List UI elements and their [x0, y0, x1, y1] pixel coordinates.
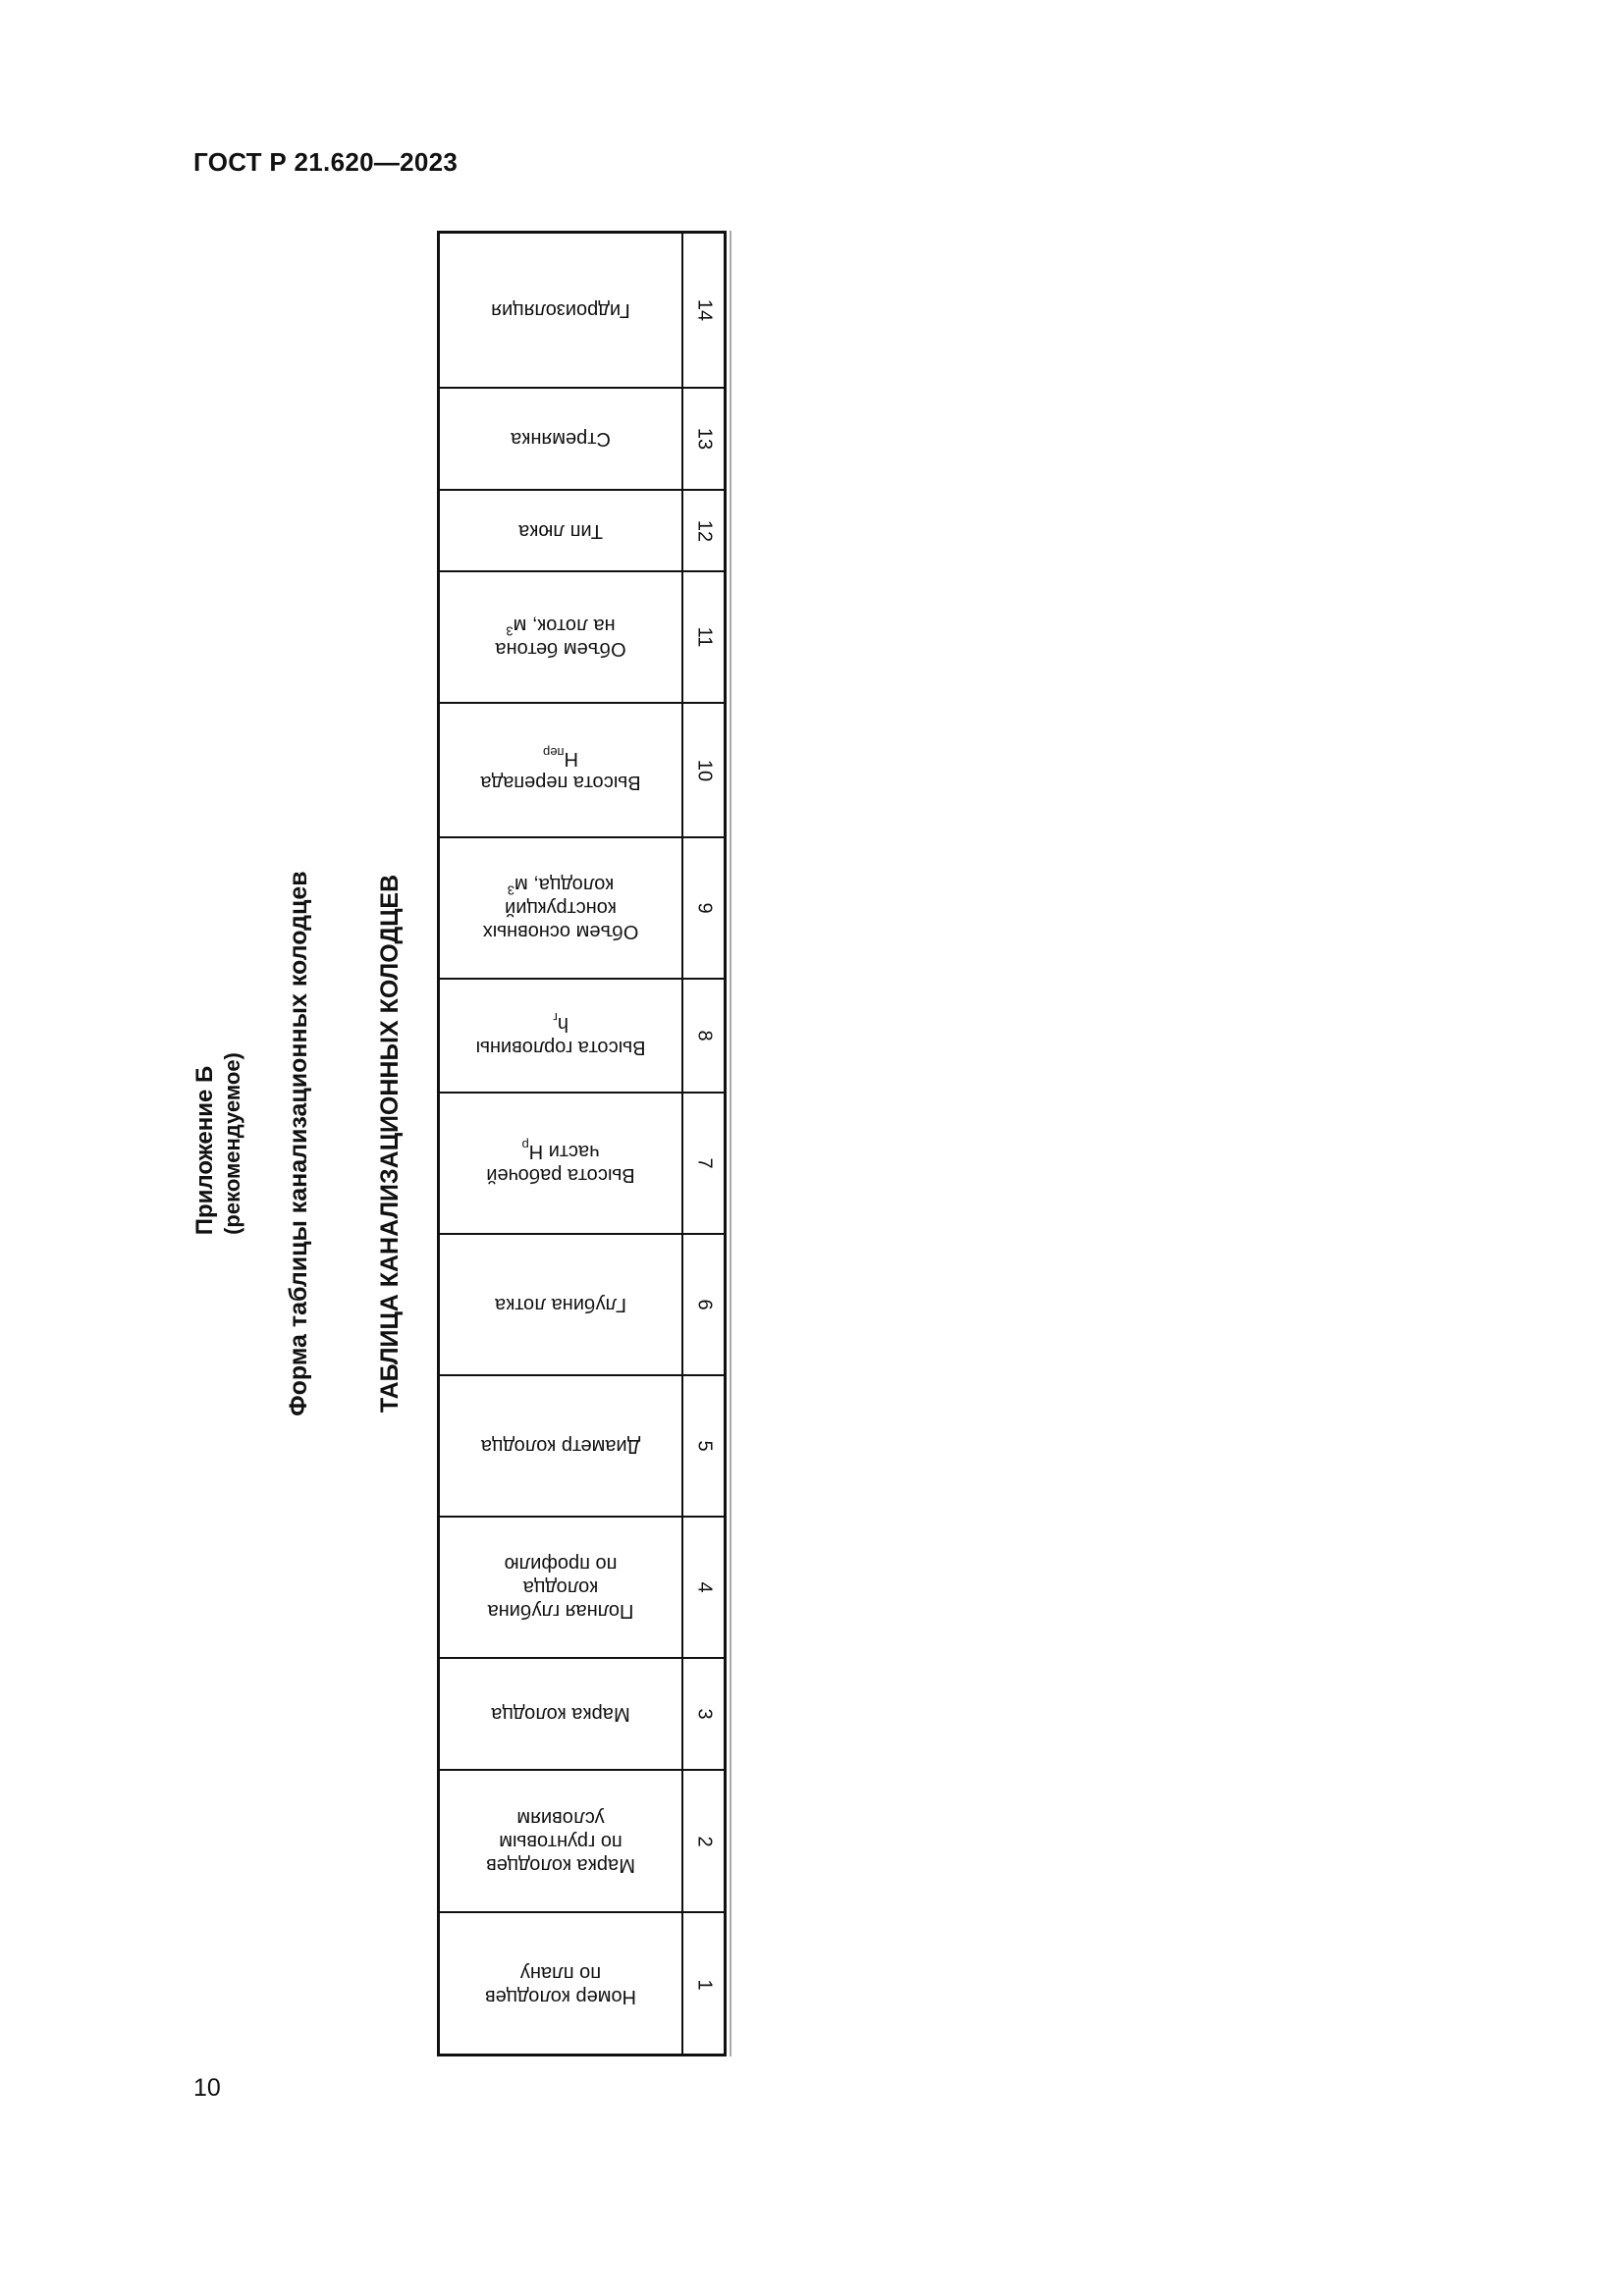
column-header-text	[443, 744, 678, 794]
column-header-line: Номер колодцев	[485, 1986, 637, 2007]
column-header-cell	[440, 389, 683, 489]
column-header-cell	[440, 491, 683, 570]
column-header-cell	[440, 572, 683, 702]
column-number: 14	[693, 298, 715, 322]
column-number-cell	[683, 389, 724, 489]
column-number-cell	[683, 838, 724, 978]
table-column	[440, 838, 724, 980]
column-header-cell	[440, 1376, 683, 1516]
table-column	[440, 980, 724, 1094]
column-header-line: Объем бетона	[495, 638, 626, 660]
column-number-cell	[683, 1771, 724, 1911]
column-header-text	[443, 519, 678, 543]
column-number: 6	[693, 1299, 715, 1310]
column-header-line-text: H	[564, 747, 578, 770]
column-header-cell	[440, 704, 683, 836]
column-number: 8	[693, 1030, 715, 1041]
symbol-subscript: пер	[543, 744, 565, 760]
column-number: 2	[693, 1835, 715, 1847]
column-number-cell	[683, 1913, 724, 2056]
column-header-line: Высота перепада	[480, 771, 641, 793]
column-header-line: Полная глубина	[487, 1600, 634, 1622]
symbol-subscript: г	[553, 1010, 558, 1025]
wells-table	[437, 231, 727, 2056]
column-header-text	[443, 1140, 678, 1187]
column-header-line: Высота горловины	[475, 1037, 646, 1058]
column-header-cell	[440, 838, 683, 978]
column-header-line: Объем основных	[482, 921, 639, 942]
table-column	[440, 572, 724, 704]
table-column	[440, 389, 724, 491]
unit-superscript: 3	[507, 882, 514, 898]
column-number-cell	[683, 1235, 724, 1374]
column-header-text	[443, 1434, 678, 1458]
column-header-line: Марка колодца	[491, 1703, 630, 1725]
column-header-text	[443, 614, 678, 661]
column-number-cell	[683, 704, 724, 836]
column-header-line: Глубина лотка	[495, 1294, 627, 1315]
column-header-text	[443, 1702, 678, 1726]
column-number-cell	[683, 980, 724, 1092]
column-number-cell	[683, 1094, 724, 1233]
column-number-cell	[683, 234, 724, 387]
column-header-line-text: части H	[528, 1141, 600, 1162]
column-header-text	[443, 298, 678, 322]
column-header-line-text: колодца, м	[514, 874, 615, 895]
column-header-line	[443, 1012, 678, 1036]
column-number-cell	[683, 1376, 724, 1516]
column-header-line: по плану	[519, 1962, 602, 1984]
column-number-cell	[683, 1518, 724, 1657]
column-header-line: Марка колодцев	[486, 1853, 635, 1876]
column-header-line	[443, 873, 678, 896]
column-number: 13	[693, 427, 715, 451]
column-header-line-text: h	[557, 1013, 568, 1035]
column-number: 10	[693, 759, 715, 781]
table-column	[440, 1913, 724, 2056]
table-column	[440, 1376, 724, 1518]
column-number: 7	[693, 1157, 715, 1169]
column-header-text	[443, 1552, 678, 1623]
table-title: ТАБЛИЦА КАНАЛИЗАЦИОННЫХ КОЛОДЦЕВ	[375, 874, 404, 1414]
column-header-line: Высота рабочей	[486, 1164, 635, 1186]
column-header-line: условиям	[516, 1806, 605, 1829]
column-header-text	[443, 1961, 678, 2008]
column-header-line: колодца	[522, 1576, 599, 1598]
page-number: 10	[193, 2074, 221, 2102]
column-header-text	[443, 1012, 678, 1059]
table-column	[440, 491, 724, 572]
column-number-cell	[683, 491, 724, 570]
appendix-subtitle: (рекомендуемое)	[220, 1052, 244, 1235]
document-code: ГОСТ Р 21.620—2023	[193, 147, 459, 177]
column-header-text	[443, 427, 678, 451]
column-header-cell	[440, 1771, 683, 1911]
table-column	[440, 1771, 724, 1913]
column-number: 9	[693, 902, 715, 914]
column-header-cell	[440, 1235, 683, 1374]
column-header-line: по грунтовым	[499, 1830, 623, 1852]
table-column	[440, 1518, 724, 1659]
column-header-line: Тип люка	[518, 519, 603, 542]
column-header-line: по профилю	[504, 1553, 618, 1575]
column-number-cell	[683, 1659, 724, 1769]
table-column	[440, 234, 724, 389]
form-title: Форма таблицы канализационных колодцев	[284, 871, 312, 1416]
column-header-line-text: на лоток, м	[513, 614, 616, 636]
column-number-cell	[683, 572, 724, 702]
column-header-line	[443, 614, 678, 637]
appendix-title: Приложение Б	[191, 1065, 218, 1236]
table-column	[440, 704, 724, 838]
column-header-line	[443, 1140, 678, 1163]
column-header-cell	[440, 1518, 683, 1657]
column-header-text	[443, 1293, 678, 1316]
column-header-line	[443, 744, 678, 771]
table-column	[440, 1235, 724, 1376]
column-number: 5	[693, 1440, 715, 1452]
column-header-text	[443, 873, 678, 943]
table-column	[440, 1094, 724, 1235]
column-number: 4	[693, 1581, 715, 1593]
column-header-text	[443, 1806, 678, 1877]
column-header-line: конструкций	[505, 897, 617, 919]
column-header-line: Диаметр колодца	[480, 1435, 641, 1457]
column-number: 11	[693, 626, 715, 648]
unit-superscript: 3	[506, 623, 514, 639]
column-header-cell	[440, 1659, 683, 1769]
column-number: 3	[693, 1708, 715, 1720]
column-header-cell	[440, 234, 683, 387]
column-number: 12	[693, 519, 715, 542]
column-header-cell	[440, 1094, 683, 1233]
column-number: 1	[693, 1979, 715, 1991]
column-header-line: Гидроизоляция	[491, 299, 630, 321]
column-header-line: Стремянка	[511, 428, 611, 450]
column-header-cell	[440, 1913, 683, 2056]
column-header-cell	[440, 980, 683, 1092]
symbol-subscript: р	[521, 1138, 529, 1152]
table-column	[440, 1659, 724, 1771]
